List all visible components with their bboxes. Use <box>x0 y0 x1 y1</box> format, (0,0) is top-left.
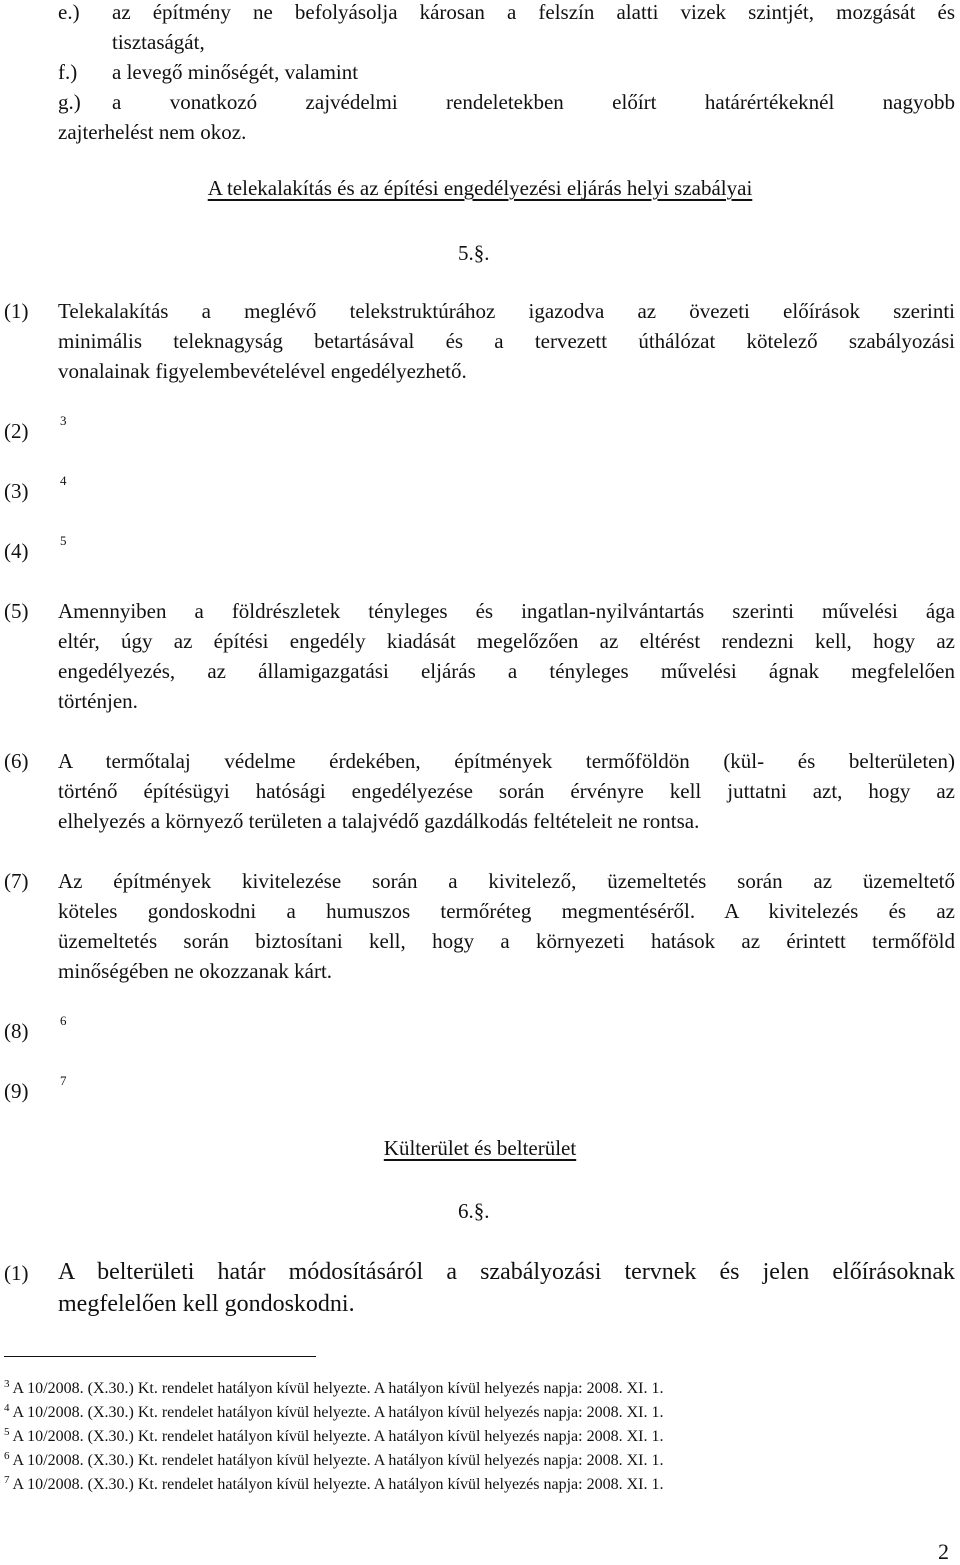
item-f-line-1: a levegő minőségét, valamint <box>112 60 359 84</box>
footnote-ref-3[interactable]: 3 <box>60 413 67 428</box>
para-5-5-line-4: történjen. <box>58 689 138 713</box>
footnote-6-text: A 10/2008. (X.30.) Kt. rendelet hatályon kívül helyezte. A hatályon kívül helyezés napja: 2008. XI. 1. <box>12 1452 664 1469</box>
para-label-5-4: (4) <box>4 539 29 563</box>
para-label-5-5: (5) <box>4 599 29 623</box>
section-5-heading: A telekalakítás és az építési engedélyezési eljárás helyi szabályai <box>207 176 753 200</box>
para-5-7-line-3: üzemeltetés során biztosítani kell, hogy a környezeti hatások az érintett termőföld <box>58 929 955 953</box>
para-label-5-6: (6) <box>4 749 29 773</box>
item-g-line-1: a vonatkozó zajvédelmi rendeletekben előírt határértékeknél nagyobb <box>112 90 955 114</box>
para-label-5-1: (1) <box>4 299 29 323</box>
para-5-7-line-4: minőségében ne okozzanak kárt. <box>58 959 333 983</box>
item-g-line-2: zajterhelést nem okoz. <box>58 120 247 144</box>
item-e-line-2: tisztaságát, <box>112 30 205 54</box>
page-number: 2 <box>938 1539 949 1564</box>
para-5-5-line-2: eltér, úgy az építési engedély kiadását megelőzően az eltérést rendezni kell, hogy az <box>58 629 955 653</box>
para-5-5-line-1: Amennyiben a földrészletek tényleges és ingatlan-nyilvántartás szerinti művelési ága <box>58 599 955 623</box>
para-6-1-line-1: A belterületi határ módosításáról a szabályozási tervnek és jelen előírásoknak <box>58 1259 955 1285</box>
para-5-1-line-3: vonalainak figyelembevételével engedélyezhető. <box>58 359 467 383</box>
item-e-line-1: az építmény ne befolyásolja károsan a felszín alatti vizek szintjét, mozgását és <box>112 0 955 24</box>
item-label-g: g.) <box>58 90 81 114</box>
footnote-4-number: 4 <box>4 1402 10 1414</box>
para-5-7-line-2: köteles gondoskodni a humuszos termőréteg megmentéséről. A kivitelezés és az <box>58 899 955 923</box>
para-label-5-9: (9) <box>4 1079 29 1103</box>
para-label-5-8: (8) <box>4 1019 29 1043</box>
para-label-5-2: (2) <box>4 419 29 443</box>
para-5-1-line-2: minimális teleknagyság betartásával és a tervezett úthálózat kötelező szabályozási <box>58 329 955 353</box>
footnote-7-number: 7 <box>4 1474 10 1486</box>
footnote-7 <box>4 1468 663 1497</box>
para-5-6-line-1: A termőtalaj védelme érdekében, építmények termőföldön (kül- és belterületen) <box>58 749 955 773</box>
para-5-5-line-3: engedélyezés, az államigazgatási eljárás a tényleges művelési ágnak megfelelően <box>58 659 955 683</box>
footnote-5-number: 5 <box>4 1426 10 1438</box>
para-6-1-line-2: megfelelően kell gondoskodni. <box>58 1291 355 1317</box>
para-5-7-line-1: Az építmények kivitelezése során a kivitelező, üzemeltetés során az üzemeltető <box>58 869 955 893</box>
para-5-1-line-1: Telekalakítás a meglévő telekstruktúrához igazodva az övezeti előírások szerinti <box>58 299 955 323</box>
para-label-6-1: (1) <box>4 1261 29 1285</box>
footnote-3-number: 3 <box>4 1378 10 1390</box>
footnote-4-text: A 10/2008. (X.30.) Kt. rendelet hatályon kívül helyezte. A hatályon kívül helyezés napja: 2008. XI. 1. <box>12 1404 664 1421</box>
para-5-6-line-3: elhelyezés a környező területen a talajvédő gazdálkodás feltételeit ne rontsa. <box>58 809 700 833</box>
footnote-separator <box>4 1356 316 1357</box>
para-label-5-7: (7) <box>4 869 29 893</box>
footnote-ref-4[interactable]: 4 <box>60 473 67 488</box>
item-label-f: f.) <box>58 60 78 84</box>
para-label-5-3: (3) <box>4 479 29 503</box>
footnote-ref-6[interactable]: 6 <box>60 1013 67 1028</box>
section-6-heading: Külterület és belterület <box>383 1136 577 1160</box>
footnote-3-text: A 10/2008. (X.30.) Kt. rendelet hatályon kívül helyezte. A hatályon kívül helyezés napja: 2008. XI. 1. <box>12 1380 664 1397</box>
footnote-6-number: 6 <box>4 1450 10 1462</box>
footnote-ref-7[interactable]: 7 <box>60 1073 67 1088</box>
footnote-7-text: A 10/2008. (X.30.) Kt. rendelet hatályon kívül helyezte. A hatályon kívül helyezés napja: 2008. XI. 1. <box>12 1476 664 1493</box>
footnote-5-text: A 10/2008. (X.30.) Kt. rendelet hatályon kívül helyezte. A hatályon kívül helyezés napja: 2008. XI. 1. <box>12 1428 664 1445</box>
item-label-e: e.) <box>58 0 80 24</box>
section-6-number: 6.§. <box>458 1199 490 1223</box>
section-5-number: 5.§. <box>458 241 490 265</box>
para-5-6-line-2: történő építésügyi hatósági engedélyezése során érvényre kell juttatni azt, hogy az <box>58 779 955 803</box>
footnote-ref-5[interactable]: 5 <box>60 533 67 548</box>
